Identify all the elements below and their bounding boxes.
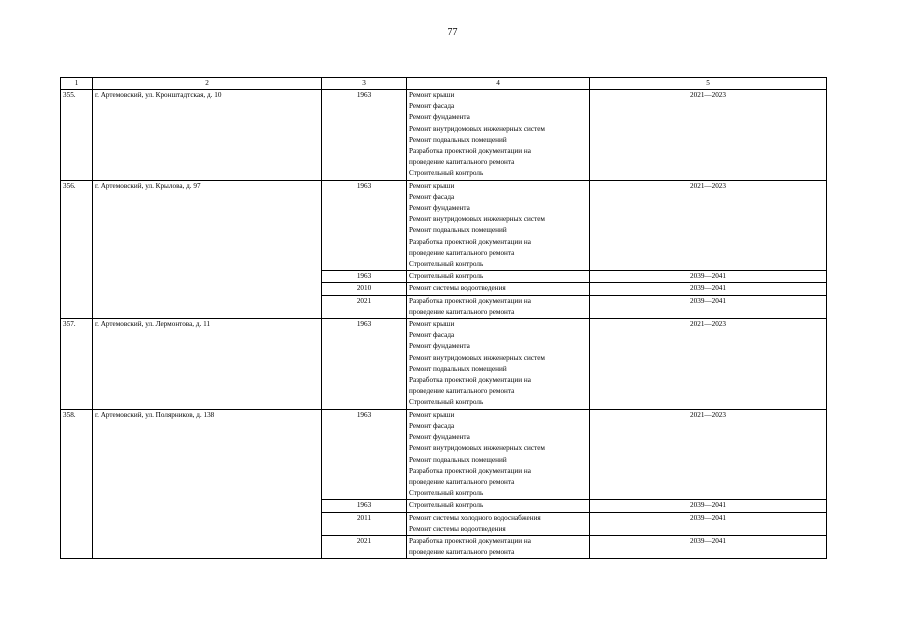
entry-number: 356. bbox=[61, 180, 93, 318]
work-item: Ремонт крыши bbox=[409, 181, 455, 190]
work-item: Разработка проектной документации на bbox=[409, 466, 531, 475]
entry-address: г. Артемовский, ул. Полярников, д. 138 bbox=[93, 409, 322, 559]
entry-address: г. Артемовский, ул. Лермонтова, д. 11 bbox=[93, 319, 322, 410]
work-item: Ремонт фасада bbox=[409, 421, 455, 430]
work-item: Разработка проектной документации на bbox=[409, 376, 531, 385]
header-col-1: 1 bbox=[61, 78, 93, 90]
work-item: Ремонт фасада bbox=[409, 331, 455, 340]
entry-period: 2039—2041 bbox=[590, 271, 827, 283]
work-item: Разработка проектной документации на bbox=[409, 296, 531, 305]
work-item: Ремонт системы водоотведения bbox=[409, 524, 506, 533]
work-item: проведение капитального ремонта bbox=[409, 477, 515, 486]
table-body bbox=[61, 90, 827, 559]
entry-address: г. Артемовский, ул. Крылова, д. 97 bbox=[93, 180, 322, 318]
table-row bbox=[61, 409, 827, 500]
work-item: Ремонт подвальных помещений bbox=[409, 226, 507, 235]
entry-address: г. Артемовский, ул. Кронштадтская, д. 10 bbox=[93, 90, 322, 181]
entry-works bbox=[407, 319, 590, 410]
entry-year: 1963 bbox=[322, 319, 407, 410]
page-number: 77 bbox=[447, 27, 458, 38]
work-item: Строительный контроль bbox=[409, 501, 484, 510]
entry-period: 2039—2041 bbox=[590, 295, 827, 318]
header-row bbox=[61, 78, 827, 90]
entry-period: 2021—2023 bbox=[590, 319, 827, 410]
work-item: Строительный контроль bbox=[409, 272, 484, 281]
work-item: проведение капитального ремонта bbox=[409, 548, 515, 557]
entry-year: 2011 bbox=[322, 512, 407, 535]
work-item: Ремонт фасада bbox=[409, 102, 455, 111]
entry-year: 1963 bbox=[322, 180, 407, 271]
entry-year: 1963 bbox=[322, 271, 407, 283]
entry-year: 2021 bbox=[322, 535, 407, 558]
work-item: Ремонт внутридомовых инженерных систем bbox=[409, 444, 545, 453]
work-item: проведение капитального ремонта bbox=[409, 307, 515, 316]
entry-works bbox=[407, 409, 590, 500]
table-row bbox=[61, 319, 827, 410]
work-item: Разработка проектной документации на bbox=[409, 237, 531, 246]
work-item: Ремонт крыши bbox=[409, 320, 455, 329]
work-item: Строительный контроль bbox=[409, 489, 484, 498]
entry-period: 2039—2041 bbox=[590, 283, 827, 295]
work-item: Ремонт внутридомовых инженерных систем bbox=[409, 124, 545, 133]
entry-works bbox=[407, 283, 590, 295]
header-col-3: 3 bbox=[322, 78, 407, 90]
entry-number: 357. bbox=[61, 319, 93, 410]
work-item: Ремонт фундамента bbox=[409, 113, 470, 122]
entry-year: 2010 bbox=[322, 283, 407, 295]
entry-period: 2021—2023 bbox=[590, 180, 827, 271]
entry-works bbox=[407, 500, 590, 512]
work-item: Ремонт фасада bbox=[409, 192, 455, 201]
work-item: Ремонт подвальных помещений bbox=[409, 135, 507, 144]
entry-period: 2039—2041 bbox=[590, 535, 827, 558]
entry-year: 1963 bbox=[322, 409, 407, 500]
work-item: Ремонт фундамента bbox=[409, 342, 470, 351]
entry-period: 2039—2041 bbox=[590, 512, 827, 535]
work-item: Ремонт внутридомовых инженерных систем bbox=[409, 215, 545, 224]
entry-year: 1963 bbox=[322, 90, 407, 181]
work-item: проведение капитального ремонта bbox=[409, 248, 515, 257]
capital-repair-table bbox=[60, 77, 827, 559]
entry-works bbox=[407, 295, 590, 318]
work-item: Разработка проектной документации на bbox=[409, 147, 531, 156]
work-item: Ремонт подвальных помещений bbox=[409, 455, 507, 464]
header-col-2: 2 bbox=[93, 78, 322, 90]
entry-works bbox=[407, 512, 590, 535]
work-item: Ремонт внутридомовых инженерных систем bbox=[409, 353, 545, 362]
entry-number: 355. bbox=[61, 90, 93, 181]
work-item: Ремонт системы водоотведения bbox=[409, 284, 506, 293]
entry-number: 358. bbox=[61, 409, 93, 559]
work-item: Разработка проектной документации на bbox=[409, 536, 531, 545]
work-item: Ремонт фундамента bbox=[409, 204, 470, 213]
table-row bbox=[61, 90, 827, 181]
work-item: проведение капитального ремонта bbox=[409, 158, 515, 167]
entry-works bbox=[407, 271, 590, 283]
entry-year: 2021 bbox=[322, 295, 407, 318]
work-item: Ремонт подвальных помещений bbox=[409, 364, 507, 373]
work-item: Строительный контроль bbox=[409, 169, 484, 178]
work-item: проведение капитального ремонта bbox=[409, 387, 515, 396]
table-row bbox=[61, 180, 827, 271]
header-col-4: 4 bbox=[407, 78, 590, 90]
entry-works bbox=[407, 180, 590, 271]
entry-works bbox=[407, 90, 590, 181]
work-item: Ремонт фундамента bbox=[409, 433, 470, 442]
header-col-5: 5 bbox=[590, 78, 827, 90]
work-item: Ремонт крыши bbox=[409, 410, 455, 419]
work-item: Ремонт системы холодного водоснабжения bbox=[409, 513, 541, 522]
work-item: Ремонт крыши bbox=[409, 91, 455, 99]
entry-year: 1963 bbox=[322, 500, 407, 512]
entry-works bbox=[407, 535, 590, 558]
work-item: Строительный контроль bbox=[409, 260, 484, 269]
entry-period: 2039—2041 bbox=[590, 500, 827, 512]
work-item: Строительный контроль bbox=[409, 398, 484, 407]
entry-period: 2021—2023 bbox=[590, 409, 827, 500]
entry-period: 2021—2023 bbox=[590, 90, 827, 181]
